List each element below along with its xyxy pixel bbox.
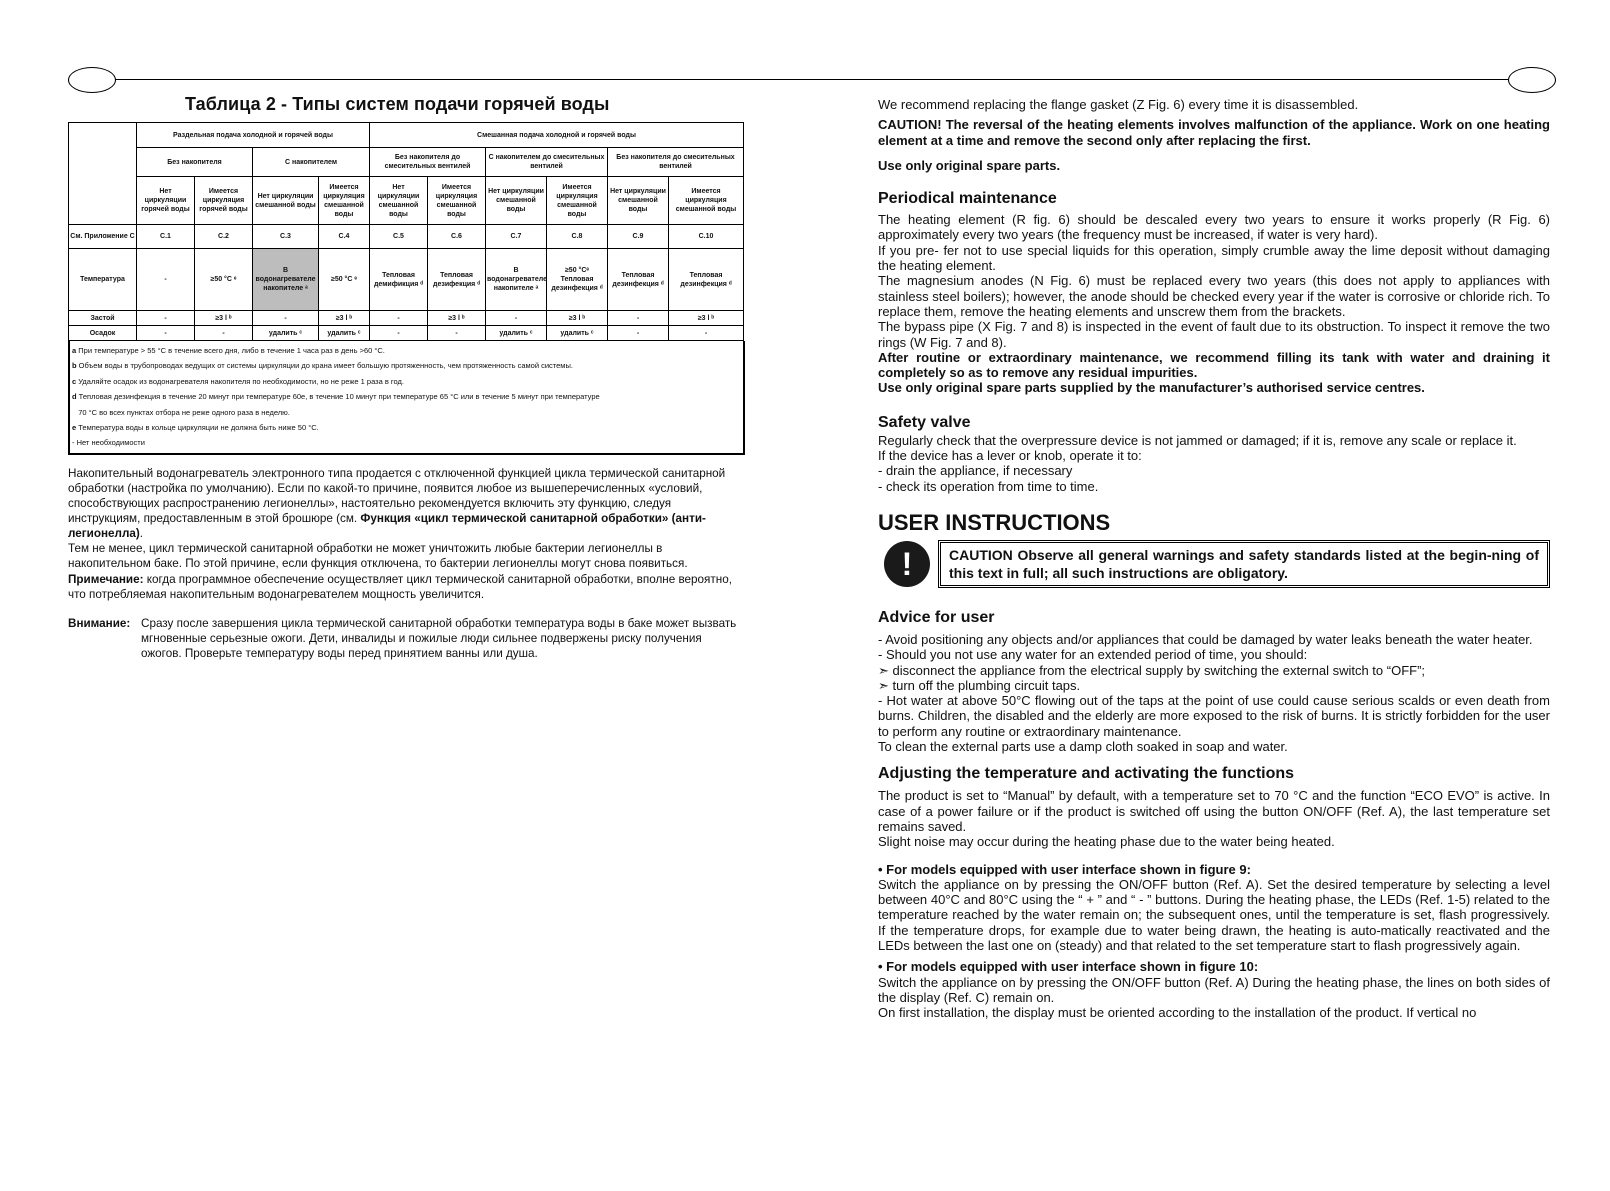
sub-header: С накопителем до смесительных вентилей xyxy=(486,148,608,177)
warning-text: Сразу после завершения цикла термической санитарной обработки температура воды в баке может вызвать мгновенные серьезные ожоги. Дети, инвалиды и пожилые люди сильнее подвержены риску получения ожогов. Проверьте температуру воды перед принятием ванны или душа. xyxy=(141,616,737,660)
column-header: Имеется циркуляция смешанной воды xyxy=(428,177,486,225)
paragraph: Switch the appliance on by pressing the ON/OFF button (Ref. A) During the heating phase, the lines on both sides of the display (Ref. C) remain on. xyxy=(878,974,1550,1005)
table-cell: - xyxy=(608,326,669,341)
figure-9-heading: • For models equipped with user interface shown in figure 9: xyxy=(878,861,1251,877)
section-heading-safety-valve: Safety valve xyxy=(878,413,971,431)
table-cell: C.5 xyxy=(370,225,428,249)
paragraph: The bypass pipe (X Fig. 7 and 8) is inspected in the event of fault due to its obstruction. To inspect it remove the two rings (W Fig. 7 and 8). xyxy=(878,319,1550,350)
page-number-oval-right xyxy=(1508,67,1556,93)
paragraph: If the device has a lever or knob, operate it to: xyxy=(878,448,1142,464)
footnote: c Удаляйте осадок из водонагревателя накопителя по необходимости, но не реже 1 раза в год. xyxy=(72,376,404,386)
column-header: Имеется циркуляция смешанной воды xyxy=(319,177,370,225)
footnote: b Объем воды в трубопроводах ведущих от системы циркуляции до крана имеет большую протяженность, чем протяженность самой системы. xyxy=(72,361,573,371)
right-page xyxy=(878,97,1550,1020)
paragraph: - Avoid positioning any objects and/or appliances that could be damaged by water leaks beneath the water heater. xyxy=(878,631,1533,647)
column-header: Имеется циркуляция смешанной воды xyxy=(669,177,744,225)
paragraph: We recommend replacing the flange gasket (Z Fig. 6) every time it is disassembled. xyxy=(878,97,1359,112)
footnote: d Тепловая дезинфекция в течение 20 минут при температуре 60е, в течение 10 минут при температуре 65 °С или в течение 5 минут при температуре xyxy=(72,392,600,402)
table-row xyxy=(69,311,744,326)
paragraph: Тем не менее, цикл термической санитарной обработки не может уничтожить любые бактерии легионеллы в накопительном баке. По этой причине, если функция отключена, то бактерии легионеллы могут снова появиться. xyxy=(68,542,688,571)
sub-header: С накопителем xyxy=(253,148,370,177)
table-cell: - xyxy=(137,326,195,341)
section-heading-advice: Advice for user xyxy=(878,608,995,626)
footnote: a При температуре > 55 °С в течение всего дня, либо в течение 1 часа раз в день >60 °С. xyxy=(72,346,385,355)
table-cell: ≥3 l ᵇ xyxy=(669,311,744,326)
warning-block xyxy=(68,616,743,661)
table-cell: C.10 xyxy=(669,225,744,249)
table-cell: - xyxy=(253,311,319,326)
sub-header: Без накопителя xyxy=(137,148,253,177)
table-cell: C.3 xyxy=(253,225,319,249)
table-cell: C.7 xyxy=(486,225,547,249)
table-cell: - xyxy=(669,326,744,341)
column-header: Нет циркуляции горячей воды xyxy=(137,177,195,225)
table-cell: - xyxy=(370,311,428,326)
table-cell-highlighted: В водонагревателе накопителе ᵃ xyxy=(253,249,319,311)
group-header-separate: Раздельная подача холодной и горячей воды xyxy=(137,123,370,148)
section-heading-user-instructions: USER INSTRUCTIONS xyxy=(878,509,1111,535)
list-item: - drain the appliance, if necessary xyxy=(878,463,1073,479)
table-cell: Тепловая дезинфекция ᵈ xyxy=(608,249,669,311)
table-corner xyxy=(69,123,137,225)
row-label: Осадок xyxy=(69,326,137,341)
paragraph: Накопительный водонагреватель электронного типа продается с отключенной функцией цикла термической санитарной обработки (настройка по умолчанию). Если по какой-то причине, появится любое из вышеперечисленных «условий, способствующих распространению легионеллы», настоятельно рекомендуется включить эту функцию, следуя инструкциям, предоставленным в этой брошюре (см. Функция «цикл термической санитарной обработки» (анти-легионелла). xyxy=(68,466,726,541)
table-row xyxy=(69,225,744,249)
paragraph: If you pre- fer not to use special liquids for this operation, simply crumble away the lime deposit without damaging the heating element. xyxy=(878,242,1550,274)
table-cell: - xyxy=(195,326,253,341)
table-cell: удалить ᶜ xyxy=(319,326,370,341)
column-header: Имеется циркуляция горячей воды xyxy=(195,177,253,225)
table-cell: удалить ᶜ xyxy=(253,326,319,341)
legionella-text xyxy=(68,466,743,602)
table-cell: ≥3 l ᵇ xyxy=(428,311,486,326)
table-cell: Тепловая дезифекция ᵈ xyxy=(428,249,486,311)
table-cell: C.8 xyxy=(547,225,608,249)
note-paragraph: Примечание: когда программное обеспечение осуществляет цикл термической санитарной обработки, вполне вероятно, что потребляемая накопительным водонагревателем мощность увеличится. xyxy=(68,572,732,601)
footnote: - Нет необходимости xyxy=(72,438,145,448)
figure-10-heading: • For models equipped with user interface shown in figure 10: xyxy=(878,959,1259,975)
table-row xyxy=(69,249,744,311)
paragraph: The magnesium anodes (N Fig. 6) must be replaced every two years (this does not apply to appliances with stainless steel boilers); however, the anode should be checked every year if the water is corrosive or chloride rich. To replace them, remove the heating elements and unscrew them from the brackets. xyxy=(878,273,1550,319)
table-cell: удалить ᶜ xyxy=(547,326,608,341)
section-heading-periodical-maintenance: Periodical maintenance xyxy=(878,190,1057,208)
paragraph: Slight noise may occur during the heating phase due to the water being heated. xyxy=(878,834,1335,850)
paragraph: - Hot water at above 50°C flowing out of the taps at the point of use could cause serious scalds or even death from burns. Children, the disabled and the elderly are more exposed to the risk of burns. It is strictly forbidden for the user to perform any routine or extraordinary maintenance. xyxy=(878,693,1550,739)
caution-text: CAUTION Observe all general warnings and safety standards listed at the begin-ning of this text in full; all such instructions are obligatory. xyxy=(938,540,1550,588)
section-heading-adjusting: Adjusting the temperature and activating the functions xyxy=(878,765,1295,783)
table-cell: C.2 xyxy=(195,225,253,249)
table-title: Таблица 2 - Типы систем подачи горячей воды xyxy=(185,94,610,114)
page-number-oval-left xyxy=(68,67,116,93)
header-rule xyxy=(115,79,1508,80)
table-cell: - xyxy=(137,311,195,326)
table-cell: удалить ᶜ xyxy=(486,326,547,341)
column-header: Имеется циркуляция смешанной воды xyxy=(547,177,608,225)
column-header: Нет циркуляции смешанной воды xyxy=(486,177,547,225)
row-label: См. Приложение С xyxy=(69,225,137,249)
table-cell: C.6 xyxy=(428,225,486,249)
table-cell: ≥50 °C ᵉ xyxy=(319,249,370,311)
footnote: e Температура воды в кольце циркуляции не должна быть ниже 50 °С. xyxy=(72,423,319,433)
table-cell: C.1 xyxy=(137,225,195,249)
table-cell: Тепловая демификция ᵈ xyxy=(370,249,428,311)
warning-label: Внимание: xyxy=(68,616,131,630)
table-cell: - xyxy=(137,249,195,311)
column-header: Нет циркуляции смешанной воды xyxy=(608,177,669,225)
paragraph: After routine or extraordinary maintenance, we recommend filling its tank with water and draining it completely so as to remove any residual impurities. xyxy=(878,349,1550,381)
sub-header: Без накопителя до смесительных вентилей xyxy=(608,148,744,177)
paragraph: To clean the external parts use a damp cloth soaked in soap and water. xyxy=(878,739,1288,755)
column-header: Нет циркуляции смешанной воды xyxy=(370,177,428,225)
table-cell: Тепловая дезинфекция ᵈ xyxy=(669,249,744,311)
exclamation-icon: ! xyxy=(884,541,930,587)
caution-box xyxy=(878,540,1550,588)
table-cell: ≥3 l ᵇ xyxy=(195,311,253,326)
sub-header: Без накопителя до смесительных вентилей xyxy=(370,148,486,177)
table-cell: - xyxy=(428,326,486,341)
column-header: Нет циркуляции смешанной воды xyxy=(253,177,319,225)
paragraph: - Should you not use any water for an extended period of time, you should: xyxy=(878,647,1308,663)
list-item: ➣ turn off the plumbing circuit taps. xyxy=(878,677,1081,693)
table-cell: ≥50 °Cᵉ Тепловая дезинфекция ᵈ xyxy=(547,249,608,311)
footnote: 70 °С во всех пунктах отбора не реже одного раза в неделю. xyxy=(72,407,290,417)
list-item: - check its operation from time to time. xyxy=(878,478,1099,494)
paragraph: Switch the appliance on by pressing the ON/OFF button (Ref. A). Set the desired temperature by selecting a level between 40°C and 80°C using the “ + ” and “ - ” buttons. During the heating phase, the LEDs (Ref. 1-5) related to the temperature reached by the water remain on; the subsequent ones, until the temperature is set, flash progressively. If the temperature drops, for example due to water being drawn, the heating is auto-matically reactivated and the LEDs between the last one on (steady) and that related to the set temperature start to flash progressively again. xyxy=(878,876,1550,953)
table-cell: - xyxy=(370,326,428,341)
left-page xyxy=(68,94,743,661)
paragraph: On first installation, the display must be oriented according to the installation of the product. If vertical no xyxy=(878,1005,1477,1021)
table-cell: C.4 xyxy=(319,225,370,249)
table-cell: ≥50 °C ᵉ xyxy=(195,249,253,311)
hot-water-systems-table xyxy=(68,122,744,341)
table-cell: ≥3 l ᵇ xyxy=(547,311,608,326)
table-row xyxy=(69,326,744,341)
paragraph: The product is set to “Manual” by default, with a temperature set to 70 °C and the function “ECO EVO” is active. In case of a power failure or if the product is switched off using the button ON/OFF (Ref. A), the last temperature set remains saved. xyxy=(878,788,1550,834)
row-label: Застой xyxy=(69,311,137,326)
table-cell: C.9 xyxy=(608,225,669,249)
paragraph: The heating element (R fig. 6) should be descaled every two years to ensure it works properly (R Fig. 6) approximately every two years (the frequency must be increased, if water is very hard). xyxy=(878,212,1550,243)
table-cell: - xyxy=(608,311,669,326)
table-cell: - xyxy=(486,311,547,326)
paragraph: Regularly check that the overpressure device is not jammed or damaged; if it is, remove any scale or replace it. xyxy=(878,432,1517,448)
spare-parts-note: Use only original spare parts. xyxy=(878,157,1061,173)
caution-reversal: CAUTION! The reversal of the heating elements involves malfunction of the appliance. Work on one heating element at a time and remove the second only after replacing the first. xyxy=(878,117,1550,148)
list-item: ➣ disconnect the appliance from the electrical supply by switching the external switch to “OFF”; xyxy=(878,662,1426,678)
table-footnotes xyxy=(68,341,745,455)
paragraph: Use only original spare parts supplied by the manufacturer’s authorised service centres. xyxy=(878,380,1425,396)
row-label: Температура xyxy=(69,249,137,311)
table-cell: В водонагревателе накопителе ᵃ xyxy=(486,249,547,311)
table-cell: ≥3 l ᵇ xyxy=(319,311,370,326)
group-header-mixed: Смешанная подача холодной и горячей воды xyxy=(370,123,744,148)
